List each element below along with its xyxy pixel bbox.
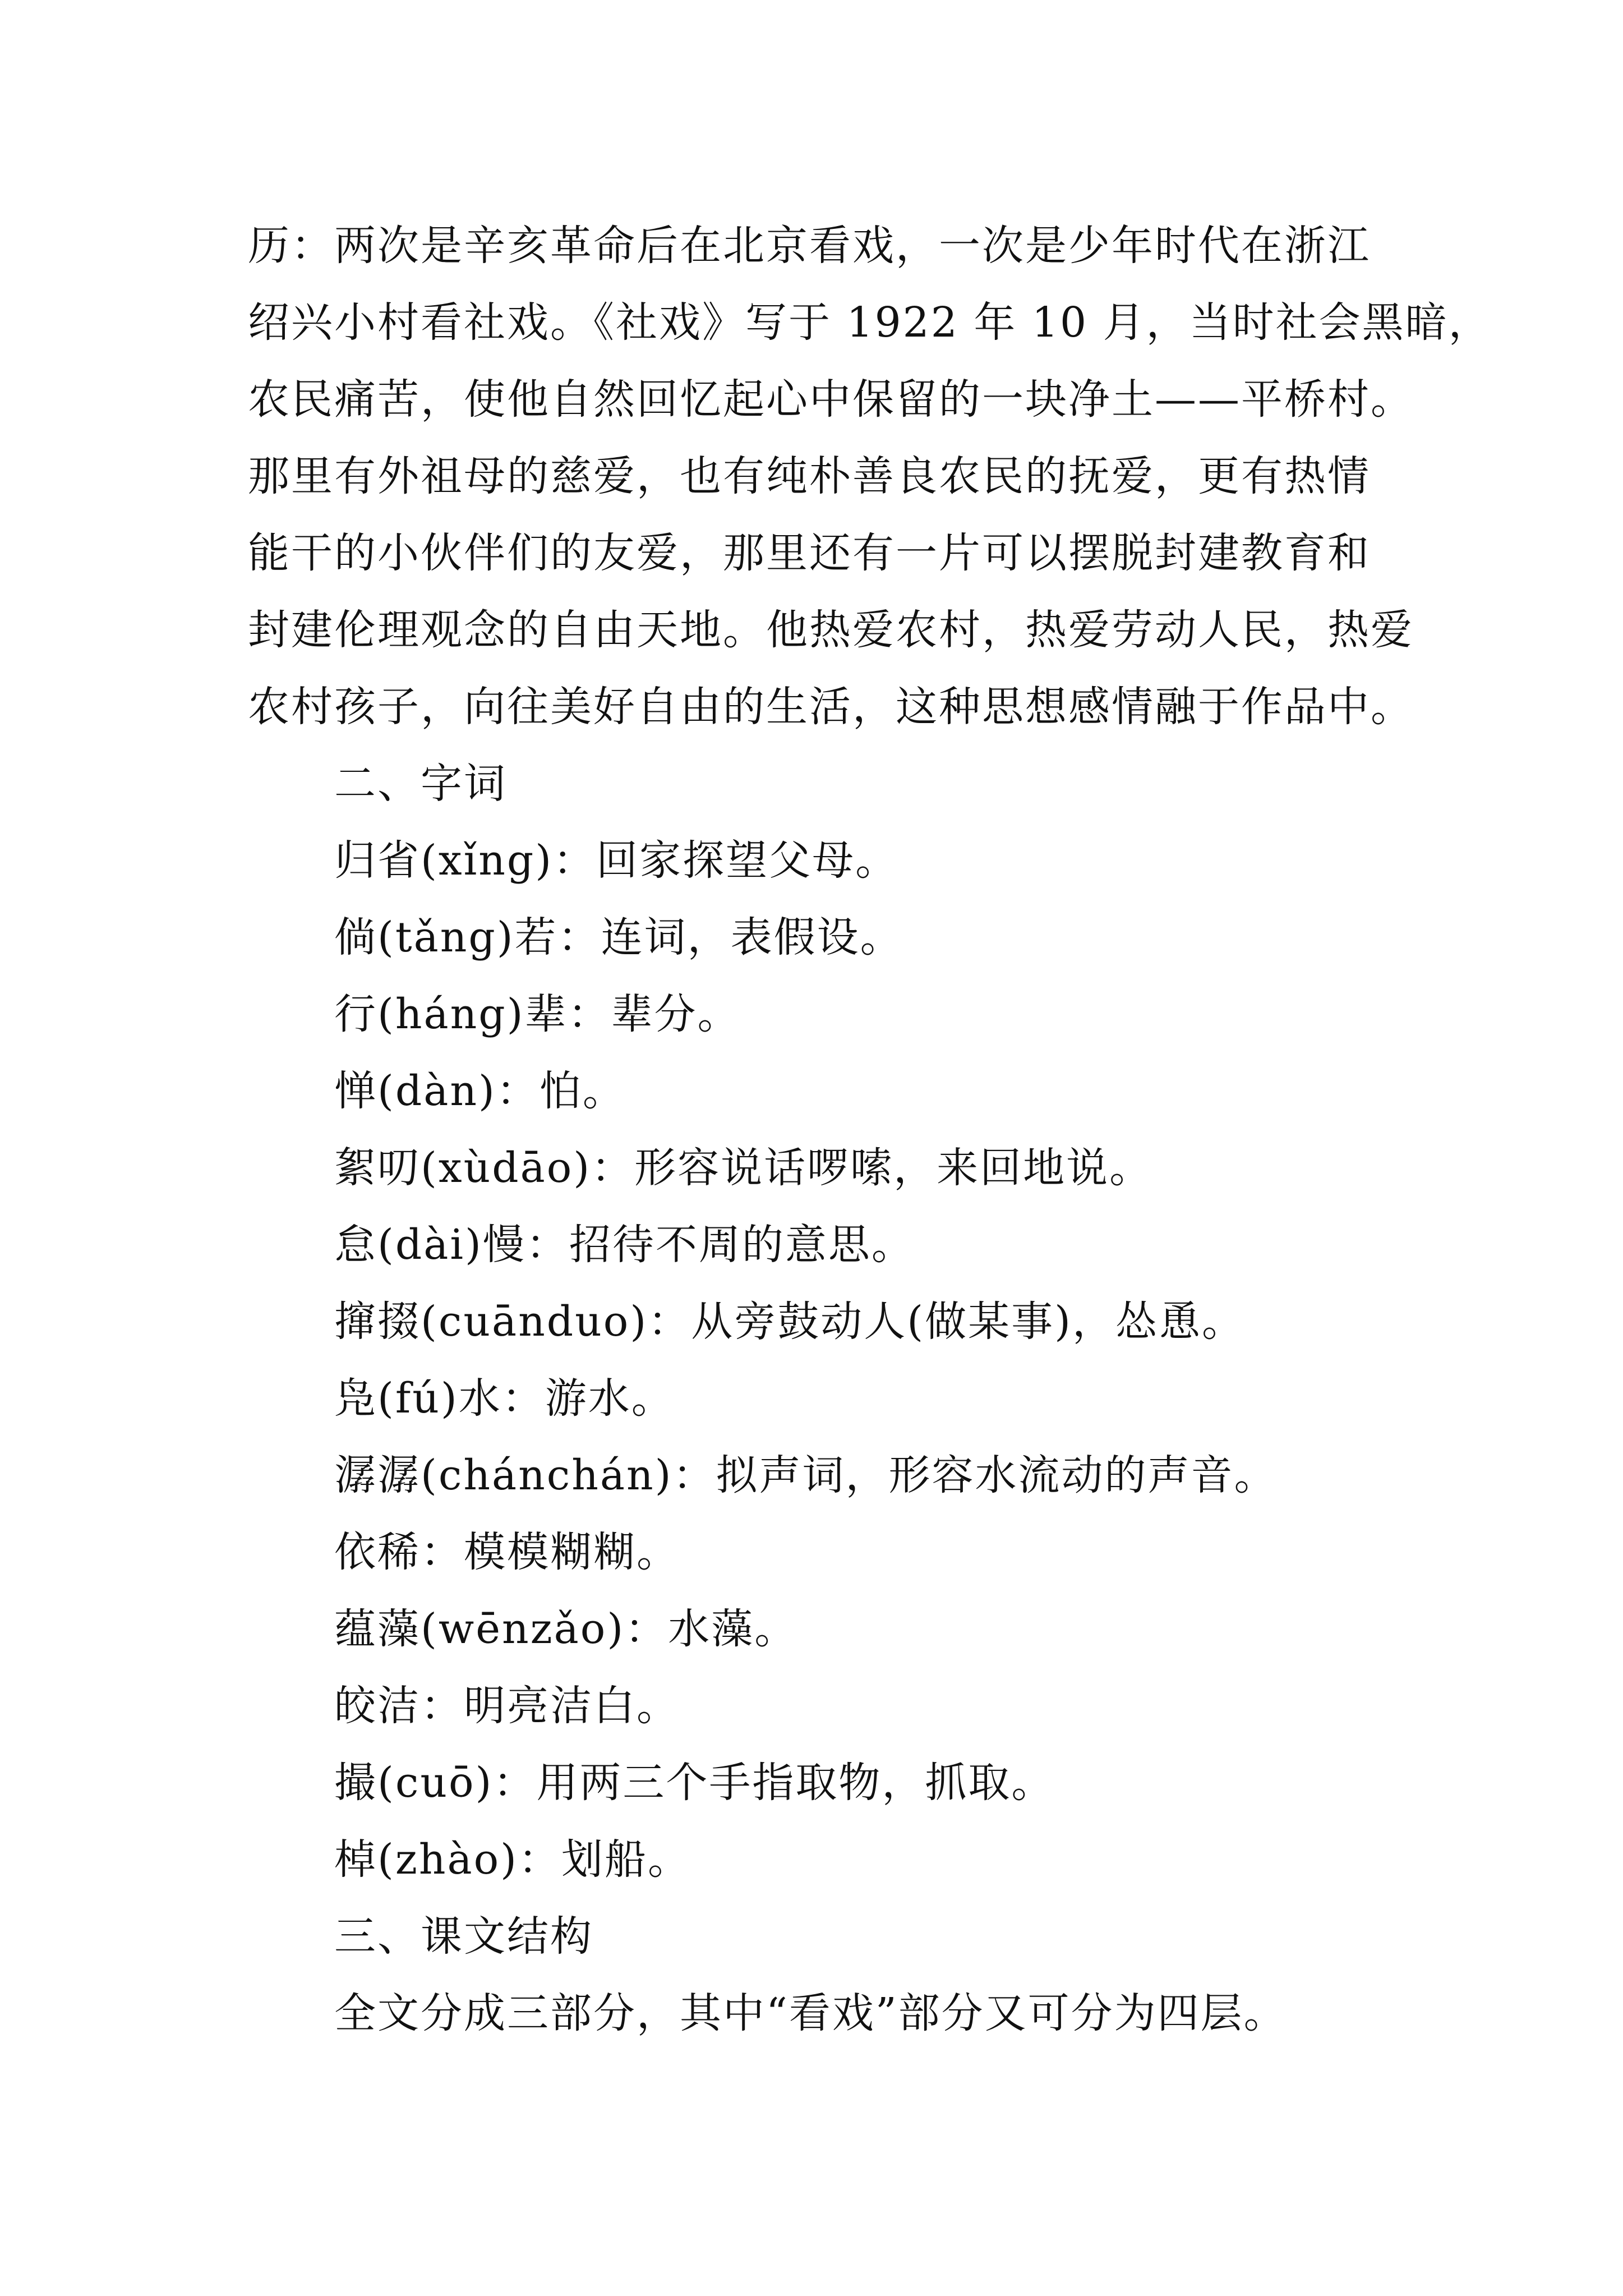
vocab-item: 絮叨(xùdāo)：形容说话啰嗦，来回地说。 — [334, 1144, 1153, 1192]
vocab-item: 撺掇(cuānduo)：从旁鼓动人(做某事)，怂恿。 — [334, 1297, 1245, 1346]
paragraph-line: 历：两次是辛亥革命后在北京看戏，一次是少年时代在浙江 — [248, 222, 1371, 270]
vocab-item: 凫(fú)水：游水。 — [334, 1374, 675, 1423]
vocab-item: 皎洁：明亮洁白。 — [334, 1682, 680, 1730]
section-heading: 三、课文结构 — [334, 1912, 593, 1961]
section-heading: 二、字词 — [334, 760, 507, 808]
vocab-item: 归省(xǐng)：回家探望父母。 — [334, 836, 899, 885]
vocab-item: 潺潺(chánchán)：拟声词，形容水流动的声音。 — [334, 1451, 1278, 1499]
vocab-item: 怠(dài)慢：招待不周的意思。 — [334, 1221, 915, 1269]
vocab-item: 蕴藻(wēnzǎo)：水藻。 — [334, 1605, 798, 1653]
vocab-item: 行(háng)辈：辈分。 — [334, 990, 741, 1038]
paragraph-line: 能干的小伙伴们的友爱，那里还有一片可以摆脱封建教育和 — [248, 529, 1371, 577]
paragraph-line: 那里有外祖母的慈爱，也有纯朴善良农民的抚爱，更有热情 — [248, 452, 1371, 500]
vocab-item: 撮(cuō)：用两三个手指取物，抓取。 — [334, 1759, 1055, 1807]
section-text: 全文分成三部分，其中“看戏”部分又可分为四层。 — [334, 1989, 1287, 2037]
paragraph-line: 封建伦理观念的自由天地。他热爱农村，热爱劳动人民，热爱 — [248, 606, 1414, 654]
vocab-item: 倘(tǎng)若：连词，表假设。 — [334, 913, 903, 961]
vocab-item: 惮(dàn)：怕。 — [334, 1067, 626, 1115]
vocab-item: 依稀：模模糊糊。 — [334, 1528, 680, 1576]
paragraph-line: 农民痛苦，使他自然回忆起心中保留的一块净土——平桥村。 — [248, 375, 1414, 424]
paragraph-line: 绍兴小村看社戏。《社戏》写于 1922 年 10 月，当时社会黑暗， — [248, 298, 1492, 347]
paragraph-line: 农村孩子，向往美好自由的生活，这种思想感情融于作品中。 — [248, 683, 1414, 731]
vocab-item: 棹(zhào)：划船。 — [334, 1835, 691, 1884]
